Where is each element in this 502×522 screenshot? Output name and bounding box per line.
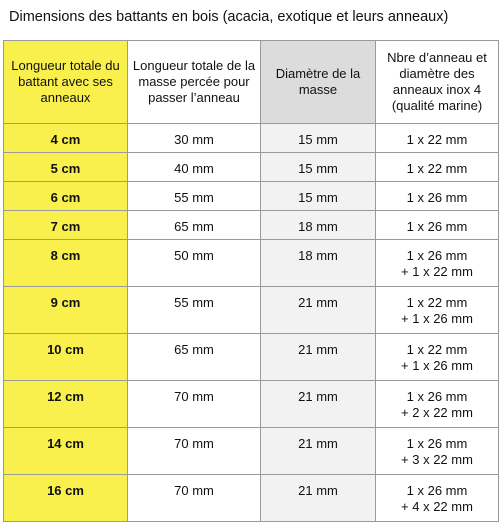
table-row (4, 428, 499, 475)
cell-rings (376, 334, 499, 381)
cell-rings (376, 211, 499, 240)
cell-mass-length: 70 mm (128, 428, 261, 475)
cell-mass-length: 70 mm (128, 475, 261, 522)
rings-line-2: + 1 x 26 mm (401, 358, 473, 373)
cell-total-length: 9 cm (4, 287, 128, 334)
rings-line-2: + 4 x 22 mm (401, 499, 473, 514)
page-title: Dimensions des battants en bois (acacia, exotique et leurs anneaux) (9, 9, 449, 25)
rings-line-2: + 1 x 22 mm (401, 264, 473, 279)
cell-mass-length: 30 mm (128, 124, 261, 153)
header-rings: Nbre d’anneau et diamètre des anneaux inox 4 (qualité marine) (376, 41, 499, 124)
table-row (4, 381, 499, 428)
rings-line-1: 1 x 26 mm (406, 219, 468, 234)
header-total-length: Longueur totale du battant avec ses anneaux (4, 41, 128, 124)
cell-mass-diameter: 21 mm (261, 381, 376, 428)
rings-line-1: 1 x 26 mm (406, 483, 468, 498)
cell-mass-diameter: 15 mm (261, 182, 376, 211)
cell-mass-diameter: 21 mm (261, 287, 376, 334)
table-row (4, 182, 499, 211)
rings-line-1: 1 x 26 mm (406, 436, 468, 451)
header-mass-length: Longueur totale de la masse percée pour passer l’anneau (128, 41, 261, 124)
cell-mass-diameter: 21 mm (261, 428, 376, 475)
rings-line-1: 1 x 26 mm (406, 190, 468, 205)
cell-mass-diameter: 21 mm (261, 475, 376, 522)
cell-mass-length: 65 mm (128, 334, 261, 381)
cell-total-length: 16 cm (4, 475, 128, 522)
cell-mass-length: 65 mm (128, 211, 261, 240)
cell-total-length: 14 cm (4, 428, 128, 475)
cell-mass-length: 70 mm (128, 381, 261, 428)
cell-rings (376, 287, 499, 334)
cell-total-length: 12 cm (4, 381, 128, 428)
table-row (4, 287, 499, 334)
table-header-row (4, 41, 499, 124)
cell-rings (376, 428, 499, 475)
cell-rings (376, 381, 499, 428)
cell-total-length: 4 cm (4, 124, 128, 153)
cell-mass-length: 55 mm (128, 287, 261, 334)
cell-mass-length: 50 mm (128, 240, 261, 287)
rings-line-2: + 3 x 22 mm (401, 452, 473, 467)
table-row (4, 153, 499, 182)
cell-mass-diameter: 18 mm (261, 211, 376, 240)
cell-mass-length: 55 mm (128, 182, 261, 211)
cell-rings (376, 475, 499, 522)
cell-total-length: 7 cm (4, 211, 128, 240)
rings-line-1: 1 x 26 mm (406, 248, 468, 263)
rings-line-1: 1 x 22 mm (406, 342, 468, 357)
table-row (4, 240, 499, 287)
dimensions-table (3, 40, 499, 522)
table-row (4, 334, 499, 381)
rings-line-1: 1 x 22 mm (406, 161, 468, 176)
cell-mass-length: 40 mm (128, 153, 261, 182)
rings-line-2: + 2 x 22 mm (401, 405, 473, 420)
cell-mass-diameter: 21 mm (261, 334, 376, 381)
cell-mass-diameter: 18 mm (261, 240, 376, 287)
table-row (4, 211, 499, 240)
cell-total-length: 6 cm (4, 182, 128, 211)
rings-line-1: 1 x 22 mm (406, 132, 468, 147)
rings-line-2: + 1 x 26 mm (401, 311, 473, 326)
rings-line-1: 1 x 26 mm (406, 389, 468, 404)
header-mass-diameter: Diamètre de la masse (261, 41, 376, 124)
rings-line-1: 1 x 22 mm (406, 295, 468, 310)
table-row (4, 124, 499, 153)
table-row (4, 475, 499, 522)
cell-rings (376, 153, 499, 182)
cell-total-length: 5 cm (4, 153, 128, 182)
cell-total-length: 10 cm (4, 334, 128, 381)
cell-rings (376, 240, 499, 287)
cell-mass-diameter: 15 mm (261, 153, 376, 182)
cell-total-length: 8 cm (4, 240, 128, 287)
cell-rings (376, 124, 499, 153)
table-body (4, 124, 499, 522)
cell-mass-diameter: 15 mm (261, 124, 376, 153)
cell-rings (376, 182, 499, 211)
